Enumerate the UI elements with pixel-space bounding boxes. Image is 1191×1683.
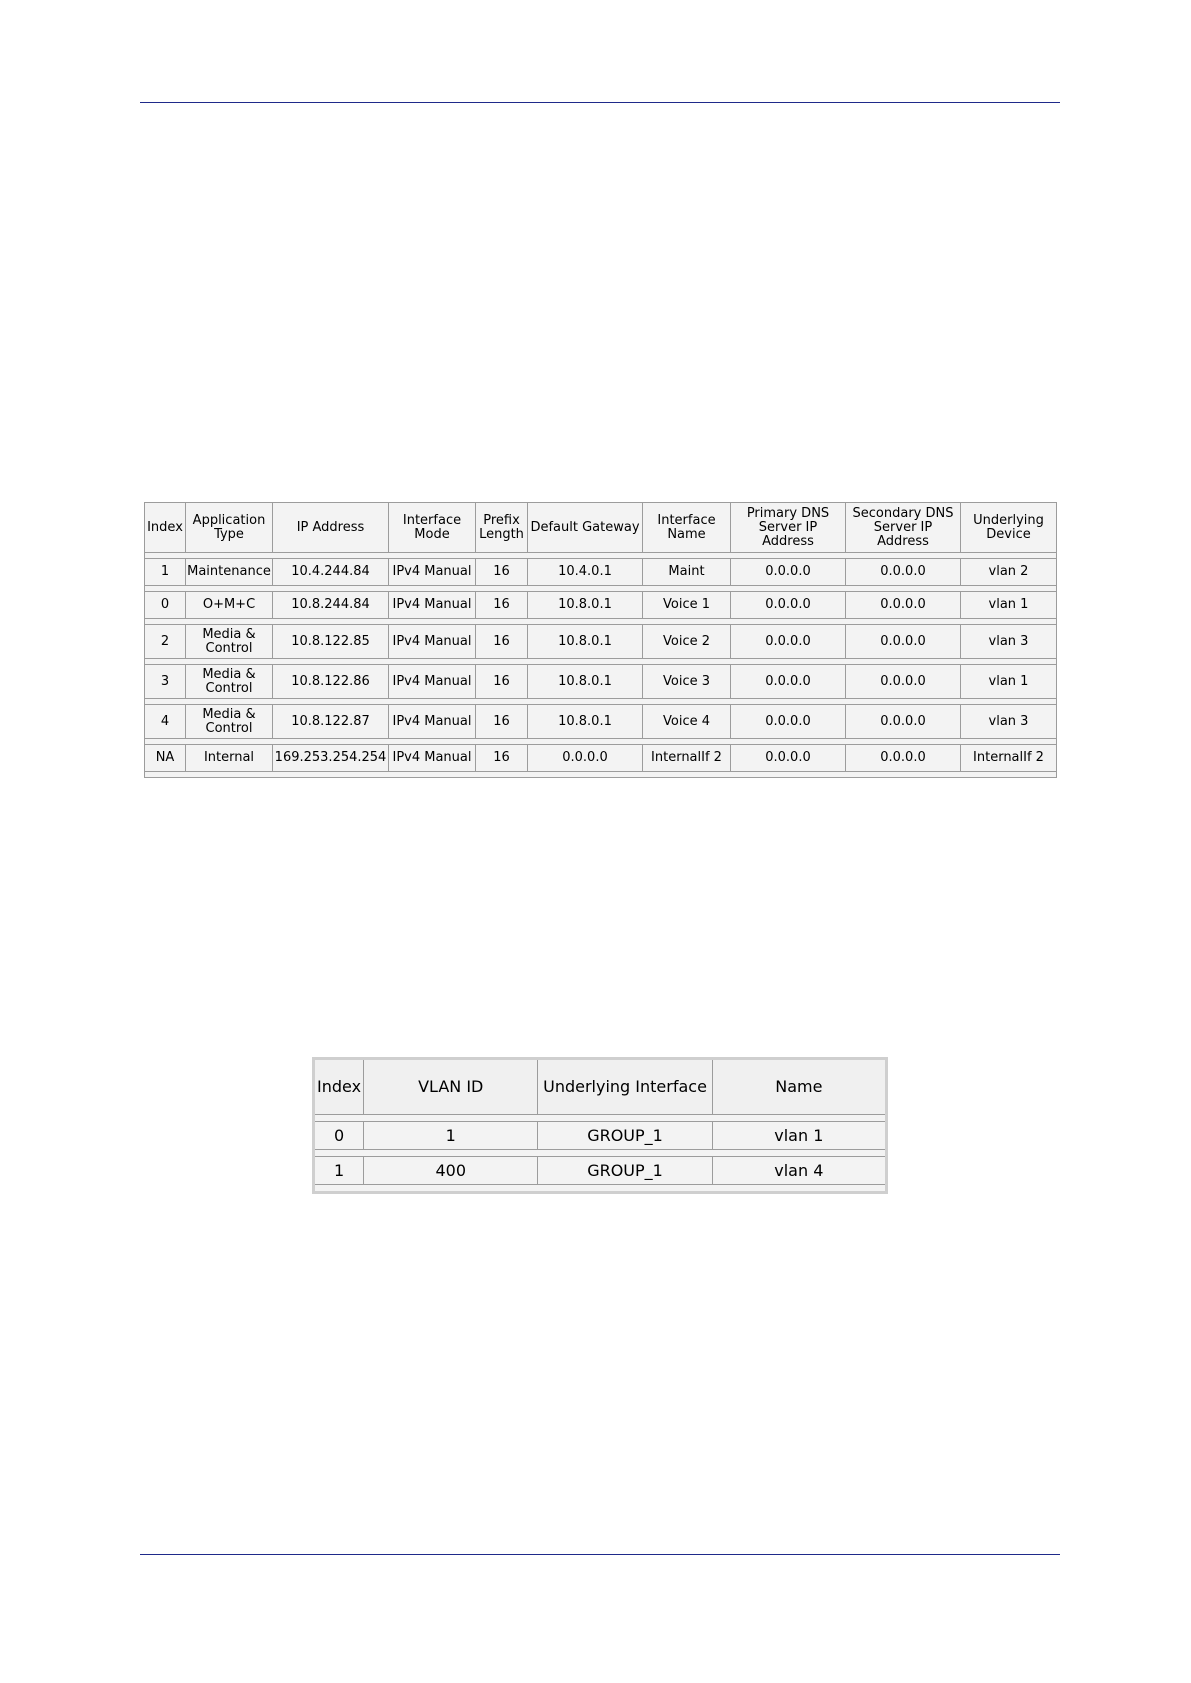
cell-primary-dns: 0.0.0.0 [731, 625, 846, 659]
cell-underlying-interface: GROUP_1 [538, 1157, 712, 1185]
cell-prefix-length: 16 [476, 559, 528, 586]
column-header-index: Index [314, 1059, 364, 1115]
cell-default-gateway: 10.8.0.1 [528, 592, 643, 619]
row-separator [145, 772, 1057, 778]
cell-interface-mode: IPv4 Manual [389, 592, 476, 619]
cell-interface-name: InternalIf 2 [643, 745, 731, 772]
cell-ip-address: 10.8.244.84 [273, 592, 389, 619]
cell-underlying-interface: GROUP_1 [538, 1122, 712, 1150]
table-row [314, 1157, 887, 1185]
cell-index: 1 [145, 559, 186, 586]
column-header-default-gateway: Default Gateway [528, 503, 643, 553]
table-row [145, 705, 1057, 739]
column-header-primary-dns: Primary DNS Server IP Address [731, 503, 846, 553]
cell-interface-name: Voice 4 [643, 705, 731, 739]
column-header-interface-name: Interface Name [643, 503, 731, 553]
cell-name: vlan 4 [712, 1157, 886, 1185]
cell-ip-address: 169.253.254.254 [273, 745, 389, 772]
cell-default-gateway: 10.8.0.1 [528, 625, 643, 659]
cell-vlan-id: 1 [364, 1122, 538, 1150]
table-row [145, 745, 1057, 772]
cell-primary-dns: 0.0.0.0 [731, 745, 846, 772]
table-header-row [145, 503, 1057, 553]
cell-index: 2 [145, 625, 186, 659]
cell-interface-mode: IPv4 Manual [389, 705, 476, 739]
cell-secondary-dns: 0.0.0.0 [846, 559, 961, 586]
column-header-underlying-device: Underlying Device [961, 503, 1057, 553]
cell-default-gateway: 0.0.0.0 [528, 745, 643, 772]
column-header-name: Name [712, 1059, 886, 1115]
cell-underlying-device: InternalIf 2 [961, 745, 1057, 772]
cell-interface-name: Voice 2 [643, 625, 731, 659]
cell-prefix-length: 16 [476, 705, 528, 739]
cell-underlying-device: vlan 1 [961, 592, 1057, 619]
table-row [314, 1122, 887, 1150]
cell-interface-mode: IPv4 Manual [389, 665, 476, 699]
cell-application-type: Internal [186, 745, 273, 772]
column-header-secondary-dns: Secondary DNS Server IP Address [846, 503, 961, 553]
column-header-vlan-id: VLAN ID [364, 1059, 538, 1115]
cell-prefix-length: 16 [476, 592, 528, 619]
cell-application-type: Media & Control [186, 705, 273, 739]
cell-index: 4 [145, 705, 186, 739]
ip-interfaces-table [144, 502, 1057, 778]
cell-ip-address: 10.8.122.85 [273, 625, 389, 659]
cell-ip-address: 10.8.122.86 [273, 665, 389, 699]
footer-rule [140, 1554, 1060, 1555]
cell-application-type: Media & Control [186, 625, 273, 659]
cell-default-gateway: 10.4.0.1 [528, 559, 643, 586]
cell-secondary-dns: 0.0.0.0 [846, 625, 961, 659]
cell-interface-mode: IPv4 Manual [389, 625, 476, 659]
row-separator [314, 1115, 887, 1122]
table-header-row [314, 1059, 887, 1115]
cell-prefix-length: 16 [476, 745, 528, 772]
cell-index: 0 [314, 1122, 364, 1150]
column-header-ip-address: IP Address [273, 503, 389, 553]
cell-secondary-dns: 0.0.0.0 [846, 592, 961, 619]
cell-underlying-device: vlan 2 [961, 559, 1057, 586]
column-header-interface-mode: Interface Mode [389, 503, 476, 553]
table-row [145, 625, 1057, 659]
cell-application-type: Media & Control [186, 665, 273, 699]
cell-interface-name: Voice 1 [643, 592, 731, 619]
column-header-prefix-length: Prefix Length [476, 503, 528, 553]
cell-interface-mode: IPv4 Manual [389, 745, 476, 772]
cell-vlan-id: 400 [364, 1157, 538, 1185]
header-rule [140, 102, 1060, 103]
table-row [145, 665, 1057, 699]
cell-underlying-device: vlan 1 [961, 665, 1057, 699]
cell-underlying-device: vlan 3 [961, 705, 1057, 739]
cell-primary-dns: 0.0.0.0 [731, 665, 846, 699]
cell-interface-name: Maint [643, 559, 731, 586]
cell-application-type: O+M+C [186, 592, 273, 619]
cell-interface-mode: IPv4 Manual [389, 559, 476, 586]
cell-prefix-length: 16 [476, 665, 528, 699]
cell-interface-name: Voice 3 [643, 665, 731, 699]
cell-primary-dns: 0.0.0.0 [731, 705, 846, 739]
vlan-table [312, 1057, 888, 1194]
cell-application-type: Maintenance [186, 559, 273, 586]
table-row [145, 559, 1057, 586]
cell-prefix-length: 16 [476, 625, 528, 659]
cell-index: 3 [145, 665, 186, 699]
cell-secondary-dns: 0.0.0.0 [846, 745, 961, 772]
cell-default-gateway: 10.8.0.1 [528, 665, 643, 699]
cell-ip-address: 10.8.122.87 [273, 705, 389, 739]
row-separator [314, 1185, 887, 1193]
table-row [145, 592, 1057, 619]
cell-default-gateway: 10.8.0.1 [528, 705, 643, 739]
cell-primary-dns: 0.0.0.0 [731, 592, 846, 619]
cell-ip-address: 10.4.244.84 [273, 559, 389, 586]
cell-index: NA [145, 745, 186, 772]
cell-secondary-dns: 0.0.0.0 [846, 665, 961, 699]
column-header-index: Index [145, 503, 186, 553]
cell-underlying-device: vlan 3 [961, 625, 1057, 659]
column-header-application-type: Application Type [186, 503, 273, 553]
column-header-underlying-interface: Underlying Interface [538, 1059, 712, 1115]
cell-index: 0 [145, 592, 186, 619]
cell-name: vlan 1 [712, 1122, 886, 1150]
cell-primary-dns: 0.0.0.0 [731, 559, 846, 586]
cell-index: 1 [314, 1157, 364, 1185]
row-separator [314, 1150, 887, 1157]
cell-secondary-dns: 0.0.0.0 [846, 705, 961, 739]
